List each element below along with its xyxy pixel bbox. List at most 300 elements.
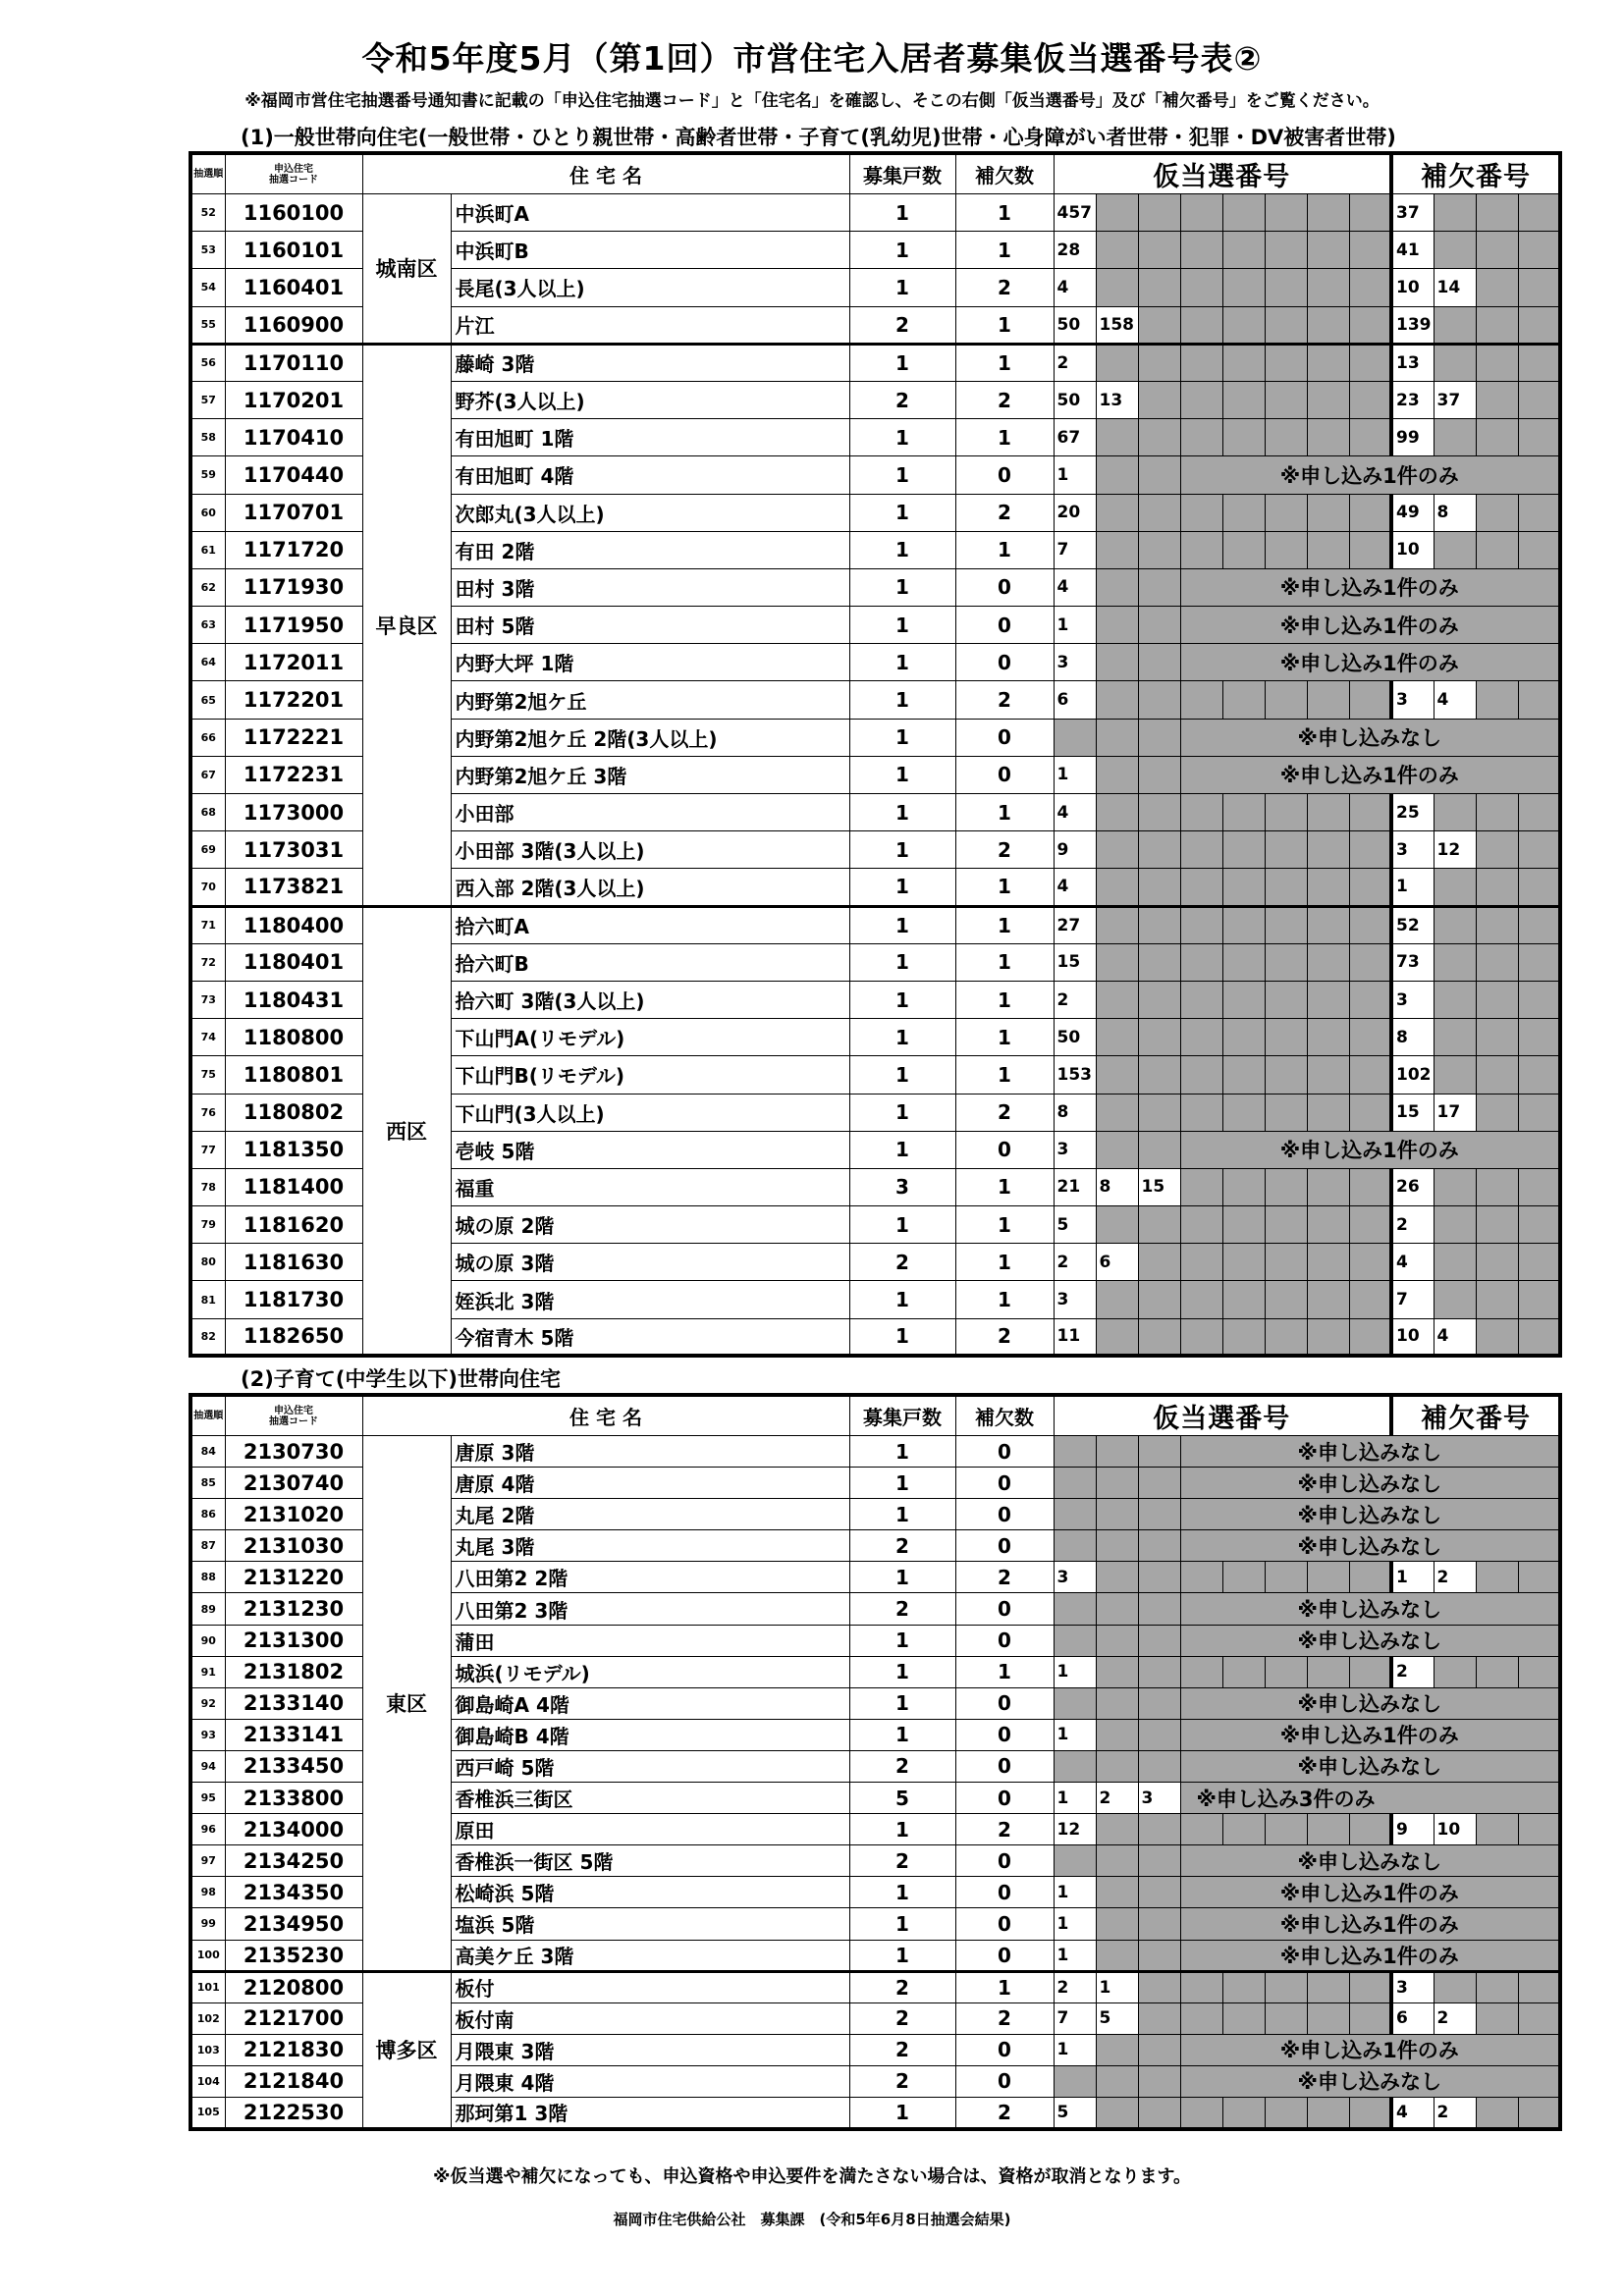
winner-number: 7 [1054, 531, 1096, 568]
housing-name: 城の原 2階 [451, 1206, 849, 1244]
empty-cell [1476, 869, 1518, 906]
empty-cell [1476, 1056, 1518, 1094]
application-status: ※申し込みなし [1180, 2065, 1560, 2097]
winner-number: 4 [1054, 869, 1096, 906]
empty-cell [1096, 1468, 1138, 1499]
empty-cell [1265, 306, 1307, 344]
empty-cell [1307, 1656, 1349, 1687]
empty-cell [1138, 943, 1180, 981]
empty-cell [1096, 794, 1138, 831]
empty-cell [1222, 1814, 1265, 1845]
table-row [190, 194, 1560, 232]
lottery-order: 104 [190, 2065, 225, 2097]
lottery-code: 2122530 [225, 2097, 362, 2128]
empty-cell [1307, 981, 1349, 1018]
empty-cell [1307, 2097, 1349, 2128]
empty-cell [1096, 943, 1138, 981]
substitute-count: 0 [955, 1687, 1054, 1719]
recruit-units: 1 [849, 756, 955, 793]
recruit-units: 1 [849, 1468, 955, 1499]
recruit-units: 2 [849, 2034, 955, 2065]
substitute-count: 0 [955, 1468, 1054, 1499]
substitute-number: 37 [1434, 381, 1476, 418]
empty-cell [1518, 943, 1560, 981]
empty-cell [1138, 1318, 1180, 1356]
recruit-units: 2 [849, 2002, 955, 2034]
lottery-code: 2131300 [225, 1625, 362, 1656]
recruit-units: 1 [849, 1318, 955, 1356]
empty-cell [1307, 194, 1349, 232]
recruit-units: 2 [849, 1845, 955, 1877]
empty-cell [1222, 831, 1265, 869]
substitute-count: 1 [955, 906, 1054, 943]
empty-cell [1265, 1562, 1307, 1593]
substitute-number: 7 [1391, 1281, 1434, 1318]
ward-name: 西区 [362, 906, 451, 1356]
empty-cell [1518, 1168, 1560, 1205]
empty-cell [1054, 1499, 1096, 1530]
header-lottery-code [225, 153, 362, 194]
recruit-units: 1 [849, 1206, 955, 1244]
empty-cell [1138, 831, 1180, 869]
empty-cell [1476, 1206, 1518, 1244]
empty-cell [1518, 344, 1560, 381]
substitute-count: 0 [955, 1845, 1054, 1877]
empty-cell [1518, 1206, 1560, 1244]
empty-cell [1518, 1562, 1560, 1593]
lottery-code: 1172231 [225, 756, 362, 793]
empty-cell [1265, 232, 1307, 269]
substitute-count: 0 [955, 1625, 1054, 1656]
lottery-code: 1171720 [225, 531, 362, 568]
empty-cell [1180, 1206, 1222, 1244]
housing-name: 月隈東 4階 [451, 2065, 849, 2097]
empty-cell [1265, 1094, 1307, 1131]
lottery-code: 2121840 [225, 2065, 362, 2097]
empty-cell [1138, 1687, 1180, 1719]
empty-cell [1222, 381, 1265, 418]
empty-cell [1265, 1168, 1307, 1205]
lottery-order: 93 [190, 1719, 225, 1750]
empty-cell [1307, 681, 1349, 719]
empty-cell [1307, 1318, 1349, 1356]
empty-cell [1054, 1593, 1096, 1625]
empty-cell [1349, 531, 1391, 568]
empty-cell [1096, 1206, 1138, 1244]
empty-cell [1138, 1908, 1180, 1940]
lottery-order: 105 [190, 2097, 225, 2128]
empty-cell [1434, 344, 1476, 381]
housing-name: 中浜町B [451, 232, 849, 269]
application-status: ※申し込み1件のみ [1180, 1131, 1560, 1168]
empty-cell [1222, 1206, 1265, 1244]
lottery-order: 63 [190, 607, 225, 644]
lottery-code: 1170410 [225, 419, 362, 456]
housing-name: 丸尾 3階 [451, 1530, 849, 1562]
empty-cell [1096, 531, 1138, 568]
winner-number: 15 [1138, 1168, 1180, 1205]
lottery-order: 58 [190, 419, 225, 456]
empty-cell [1096, 1281, 1138, 1318]
empty-cell [1307, 1281, 1349, 1318]
empty-cell [1476, 419, 1518, 456]
lottery-order: 87 [190, 1530, 225, 1562]
table-row [190, 906, 1560, 943]
empty-cell [1349, 1244, 1391, 1281]
winner-number: 3 [1054, 644, 1096, 681]
winner-number: 50 [1054, 1019, 1096, 1056]
housing-name: 板付南 [451, 2002, 849, 2034]
housing-name: 拾六町 3階(3人以上) [451, 981, 849, 1018]
winner-number: 1 [1054, 607, 1096, 644]
recruit-units: 1 [849, 456, 955, 494]
empty-cell [1054, 1845, 1096, 1877]
empty-cell [1518, 381, 1560, 418]
lottery-order: 101 [190, 1971, 225, 2002]
lottery-order: 55 [190, 306, 225, 344]
lottery-order: 73 [190, 981, 225, 1018]
empty-cell [1349, 232, 1391, 269]
empty-cell [1349, 943, 1391, 981]
lottery-code: 1173821 [225, 869, 362, 906]
empty-cell [1307, 794, 1349, 831]
empty-cell [1180, 1971, 1222, 2002]
empty-cell [1138, 1468, 1180, 1499]
empty-cell [1138, 1593, 1180, 1625]
substitute-number: 41 [1391, 232, 1434, 269]
empty-cell [1138, 232, 1180, 269]
header-lottery-order: 抽選順 [190, 153, 225, 194]
empty-cell [1138, 1094, 1180, 1131]
empty-cell [1138, 531, 1180, 568]
housing-name: 御島崎B 4階 [451, 1719, 849, 1750]
empty-cell [1518, 2002, 1560, 2034]
housing-name: 原田 [451, 1814, 849, 1845]
substitute-number: 12 [1434, 831, 1476, 869]
empty-cell [1054, 2065, 1096, 2097]
substitute-number: 52 [1391, 906, 1434, 943]
empty-cell [1307, 494, 1349, 531]
winner-number: 2 [1054, 344, 1096, 381]
empty-cell [1138, 981, 1180, 1018]
empty-cell [1307, 2002, 1349, 2034]
lottery-code: 1170440 [225, 456, 362, 494]
empty-cell [1434, 1244, 1476, 1281]
lottery-order: 59 [190, 456, 225, 494]
empty-cell [1222, 419, 1265, 456]
substitute-count: 0 [955, 756, 1054, 793]
empty-cell [1138, 1750, 1180, 1782]
application-status: ※申し込み1件のみ [1180, 1940, 1560, 1971]
substitute-number: 3 [1391, 681, 1434, 719]
housing-name: 田村 5階 [451, 607, 849, 644]
empty-cell [1180, 2097, 1222, 2128]
winner-number: 9 [1054, 831, 1096, 869]
empty-cell [1096, 1908, 1138, 1940]
instruction-note: ※福岡市営住宅抽選番号通知書に記載の「申込住宅抽選コード」と「住宅名」を確認し、そこの右側「仮当選番号」及び「補欠番号」をご覧ください。 [244, 91, 1380, 111]
housing-name: 香椎浜三街区 [451, 1783, 849, 1814]
winner-number: 1 [1096, 1971, 1138, 2002]
empty-cell [1265, 194, 1307, 232]
lottery-order: 81 [190, 1281, 225, 1318]
substitute-number: 4 [1391, 2097, 1434, 2128]
empty-cell [1476, 306, 1518, 344]
substitute-count: 1 [955, 419, 1054, 456]
lottery-code: 1160100 [225, 194, 362, 232]
empty-cell [1180, 381, 1222, 418]
empty-cell [1180, 1056, 1222, 1094]
empty-cell [1222, 906, 1265, 943]
lottery-code: 1180801 [225, 1056, 362, 1094]
lottery-order: 92 [190, 1687, 225, 1719]
empty-cell [1476, 1562, 1518, 1593]
application-status: ※申し込み1件のみ [1180, 1719, 1560, 1750]
table-row [190, 344, 1560, 381]
lottery-code: 2131020 [225, 1499, 362, 1530]
recruit-units: 1 [849, 344, 955, 381]
empty-cell [1476, 494, 1518, 531]
lottery-code: 1160401 [225, 269, 362, 306]
application-status: ※申し込みなし [1180, 1687, 1560, 1719]
recruit-units: 1 [849, 1056, 955, 1094]
recruit-units: 1 [849, 494, 955, 531]
empty-cell [1265, 1206, 1307, 1244]
empty-cell [1096, 644, 1138, 681]
winner-number: 2 [1054, 1244, 1096, 1281]
substitute-number: 17 [1434, 1094, 1476, 1131]
header-lottery-order: 抽選順 [190, 1395, 225, 1436]
empty-cell [1434, 1206, 1476, 1244]
substitute-count: 1 [955, 1056, 1054, 1094]
empty-cell [1138, 494, 1180, 531]
empty-cell [1138, 1845, 1180, 1877]
lottery-code: 2134000 [225, 1814, 362, 1845]
ward-name: 早良区 [362, 344, 451, 906]
recruit-units: 1 [849, 1499, 955, 1530]
lottery-order: 86 [190, 1499, 225, 1530]
substitute-count: 1 [955, 232, 1054, 269]
substitute-count: 2 [955, 1562, 1054, 1593]
substitute-count: 1 [955, 306, 1054, 344]
substitute-number: 26 [1391, 1168, 1434, 1205]
empty-cell [1349, 831, 1391, 869]
empty-cell [1222, 494, 1265, 531]
substitute-number: 4 [1434, 681, 1476, 719]
empty-cell [1265, 831, 1307, 869]
empty-cell [1180, 194, 1222, 232]
empty-cell [1434, 194, 1476, 232]
empty-cell [1096, 1436, 1138, 1468]
empty-cell [1434, 869, 1476, 906]
empty-cell [1476, 794, 1518, 831]
empty-cell [1518, 1244, 1560, 1281]
empty-cell [1180, 269, 1222, 306]
empty-cell [1096, 1094, 1138, 1131]
empty-cell [1307, 419, 1349, 456]
lottery-code: 1171950 [225, 607, 362, 644]
empty-cell [1434, 943, 1476, 981]
recruit-units: 1 [849, 1019, 955, 1056]
lottery-table-general [189, 151, 1562, 1358]
application-status: ※申し込みなし [1180, 719, 1560, 756]
substitute-number: 10 [1391, 269, 1434, 306]
lottery-code: 1181400 [225, 1168, 362, 1205]
lottery-order: 99 [190, 1908, 225, 1940]
winner-number: 20 [1054, 494, 1096, 531]
recruit-units: 1 [849, 1656, 955, 1687]
housing-name: 八田第2 2階 [451, 1562, 849, 1593]
empty-cell [1222, 2002, 1265, 2034]
recruit-units: 1 [849, 1908, 955, 1940]
substitute-number: 2 [1434, 2002, 1476, 2034]
substitute-count: 2 [955, 494, 1054, 531]
empty-cell [1054, 719, 1096, 756]
housing-name: 田村 3階 [451, 568, 849, 606]
empty-cell [1307, 531, 1349, 568]
winner-number: 1 [1054, 2034, 1096, 2065]
empty-cell [1307, 381, 1349, 418]
empty-cell [1349, 2002, 1391, 2034]
ward-name: 東区 [362, 1436, 451, 1972]
empty-cell [1349, 794, 1391, 831]
empty-cell [1434, 1656, 1476, 1687]
substitute-number: 10 [1391, 1318, 1434, 1356]
substitute-number: 2 [1391, 1656, 1434, 1687]
empty-cell [1180, 943, 1222, 981]
empty-cell [1096, 1656, 1138, 1687]
empty-cell [1096, 869, 1138, 906]
empty-cell [1476, 344, 1518, 381]
lottery-order: 88 [190, 1562, 225, 1593]
recruit-units: 1 [849, 1687, 955, 1719]
empty-cell [1138, 681, 1180, 719]
empty-cell [1180, 306, 1222, 344]
winner-number: 3 [1054, 1562, 1096, 1593]
empty-cell [1307, 1814, 1349, 1845]
header-substitutes: 補欠番号 [1391, 153, 1560, 194]
substitute-count: 0 [955, 1877, 1054, 1908]
housing-name: 松崎浜 5階 [451, 1877, 849, 1908]
lottery-code: 2134350 [225, 1877, 362, 1908]
lottery-code: 1172201 [225, 681, 362, 719]
empty-cell [1138, 1436, 1180, 1468]
lottery-code: 1171930 [225, 568, 362, 606]
lottery-order: 82 [190, 1318, 225, 1356]
substitute-count: 0 [955, 644, 1054, 681]
empty-cell [1518, 194, 1560, 232]
recruit-units: 1 [849, 1094, 955, 1131]
empty-cell [1265, 794, 1307, 831]
housing-name: 次郎丸(3人以上) [451, 494, 849, 531]
application-status: ※申し込みなし [1180, 1845, 1560, 1877]
substitute-number: 99 [1391, 419, 1434, 456]
recruit-units: 3 [849, 1168, 955, 1205]
substitute-count: 2 [955, 1094, 1054, 1131]
empty-cell [1307, 1056, 1349, 1094]
winner-number: 1 [1054, 756, 1096, 793]
housing-name: 有田 2階 [451, 531, 849, 568]
empty-cell [1138, 1499, 1180, 1530]
empty-cell [1180, 494, 1222, 531]
empty-cell [1434, 1281, 1476, 1318]
empty-cell [1180, 1656, 1222, 1687]
empty-cell [1138, 1131, 1180, 1168]
empty-cell [1265, 943, 1307, 981]
substitute-count: 0 [955, 1783, 1054, 1814]
lottery-order: 78 [190, 1168, 225, 1205]
application-status: ※申し込みなし [1180, 1436, 1560, 1468]
empty-cell [1476, 1019, 1518, 1056]
empty-cell [1096, 494, 1138, 531]
header-lottery-code [225, 1395, 362, 1436]
empty-cell [1476, 1971, 1518, 2002]
lottery-order: 77 [190, 1131, 225, 1168]
empty-cell [1180, 906, 1222, 943]
substitute-number: 8 [1391, 1019, 1434, 1056]
winner-number: 2 [1054, 1971, 1096, 2002]
empty-cell [1307, 1019, 1349, 1056]
empty-cell [1476, 194, 1518, 232]
empty-cell [1180, 981, 1222, 1018]
housing-name: 内野大坪 1階 [451, 644, 849, 681]
substitute-number: 14 [1434, 269, 1476, 306]
empty-cell [1265, 981, 1307, 1018]
empty-cell [1307, 1244, 1349, 1281]
recruit-units: 2 [849, 1971, 955, 2002]
empty-cell [1349, 906, 1391, 943]
winner-number: 153 [1054, 1056, 1096, 1094]
lottery-code: 2131220 [225, 1562, 362, 1593]
empty-cell [1138, 306, 1180, 344]
lottery-order: 94 [190, 1750, 225, 1782]
empty-cell [1096, 194, 1138, 232]
empty-cell [1096, 456, 1138, 494]
winner-number: 67 [1054, 419, 1096, 456]
lottery-order: 56 [190, 344, 225, 381]
footer-note: ※仮当選や補欠になっても、申込資格や申込要件を満たさない場合は、資格が取消となります。 [432, 2166, 1192, 2187]
housing-name: 内野第2旭ケ丘 [451, 681, 849, 719]
empty-cell [1518, 794, 1560, 831]
lottery-order: 76 [190, 1094, 225, 1131]
empty-cell [1096, 1562, 1138, 1593]
winner-number: 8 [1096, 1168, 1138, 1205]
empty-cell [1518, 232, 1560, 269]
housing-name: 蒲田 [451, 1625, 849, 1656]
lottery-code: 1160101 [225, 232, 362, 269]
substitute-count: 1 [955, 1971, 1054, 2002]
housing-name: 唐原 3階 [451, 1436, 849, 1468]
empty-cell [1265, 1656, 1307, 1687]
empty-cell [1518, 1281, 1560, 1318]
recruit-units: 2 [849, 1244, 955, 1281]
empty-cell [1138, 1940, 1180, 1971]
housing-name: 有田旭町 4階 [451, 456, 849, 494]
empty-cell [1096, 1687, 1138, 1719]
substitute-number: 73 [1391, 943, 1434, 981]
header-housing-name: 住 宅 名 [362, 153, 849, 194]
lottery-order: 65 [190, 681, 225, 719]
empty-cell [1180, 2002, 1222, 2034]
lottery-order: 61 [190, 531, 225, 568]
empty-cell [1349, 269, 1391, 306]
lottery-order: 70 [190, 869, 225, 906]
empty-cell [1265, 494, 1307, 531]
lottery-order: 74 [190, 1019, 225, 1056]
empty-cell [1180, 794, 1222, 831]
empty-cell [1265, 681, 1307, 719]
empty-cell [1518, 1971, 1560, 2002]
substitute-count: 1 [955, 1244, 1054, 1281]
